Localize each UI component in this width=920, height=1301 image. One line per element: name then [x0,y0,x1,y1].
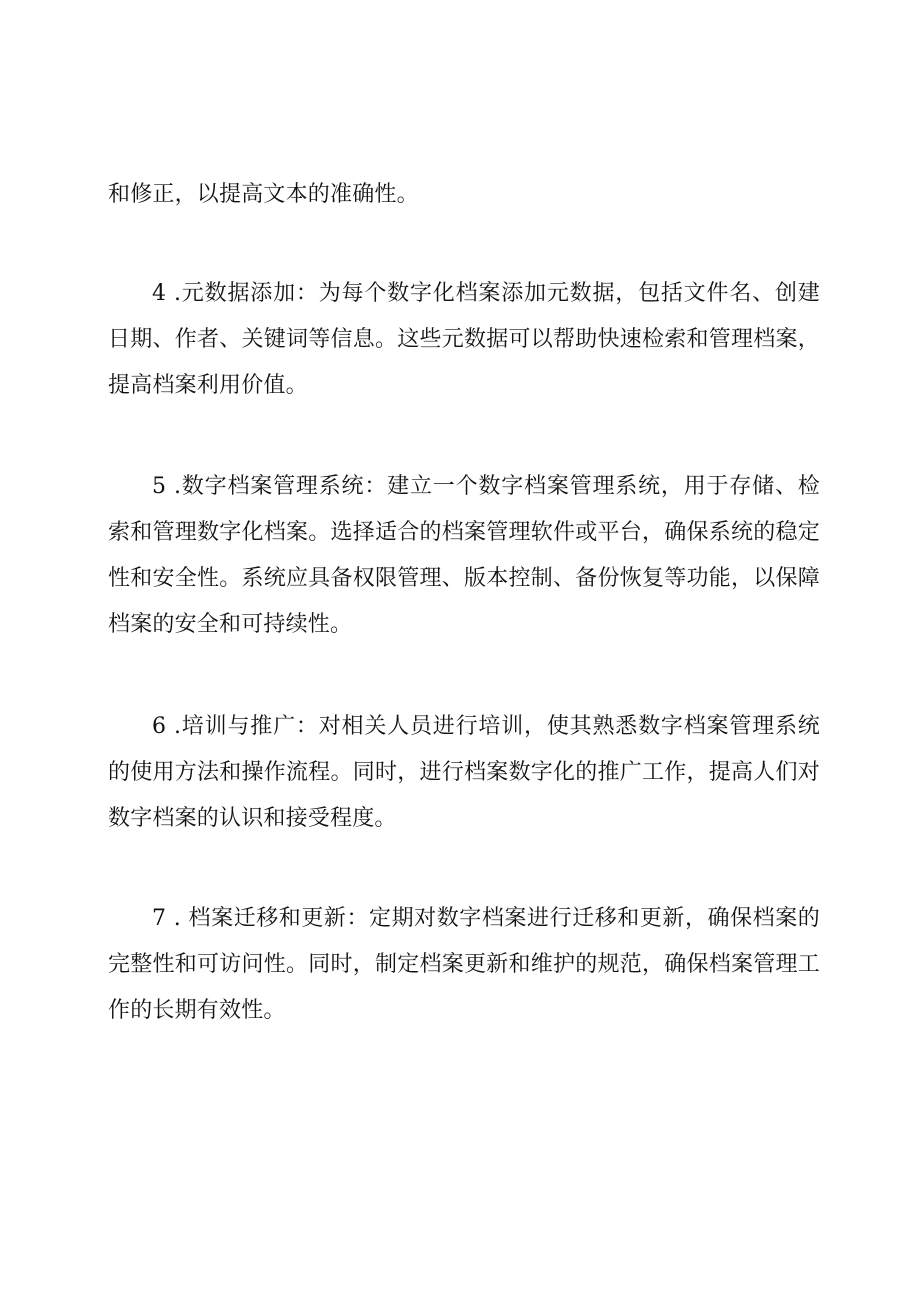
paragraph-item-6-training: 6 .培训与推广：对相关人员进行培训，使其熟悉数字档案管理系统的使用方法和操作流程。同时，进行档案数字化的推广工作，提高人们对数字档案的认识和接受程度。 [108,714,820,831]
paragraph-item-5-management-system: 5 .数字档案管理系统：建立一个数字档案管理系统，用于存储、检索和管理数字化档案。选择适合的档案管理软件或平台，确保系统的稳定性和安全性。系统应具备权限管理、版本控制、备份恢复等功能，以保障档案的安全和可持续性。 [108,474,820,637]
paragraph-item-4-metadata: 4 .元数据添加：为每个数字化档案添加元数据，包括文件名、创建日期、作者、关键词等信息。这些元数据可以帮助快速检索和管理档案，提高档案利用价值。 [108,281,820,398]
paragraph-continuation: 和修正，以提高文本的准确性。 [108,182,419,207]
paragraph-item-7-migration: 7 . 档案迁移和更新：定期对数字档案进行迁移和更新，确保档案的完整性和可访问性。同时，制定档案更新和维护的规范，确保档案管理工作的长期有效性。 [108,906,820,1023]
